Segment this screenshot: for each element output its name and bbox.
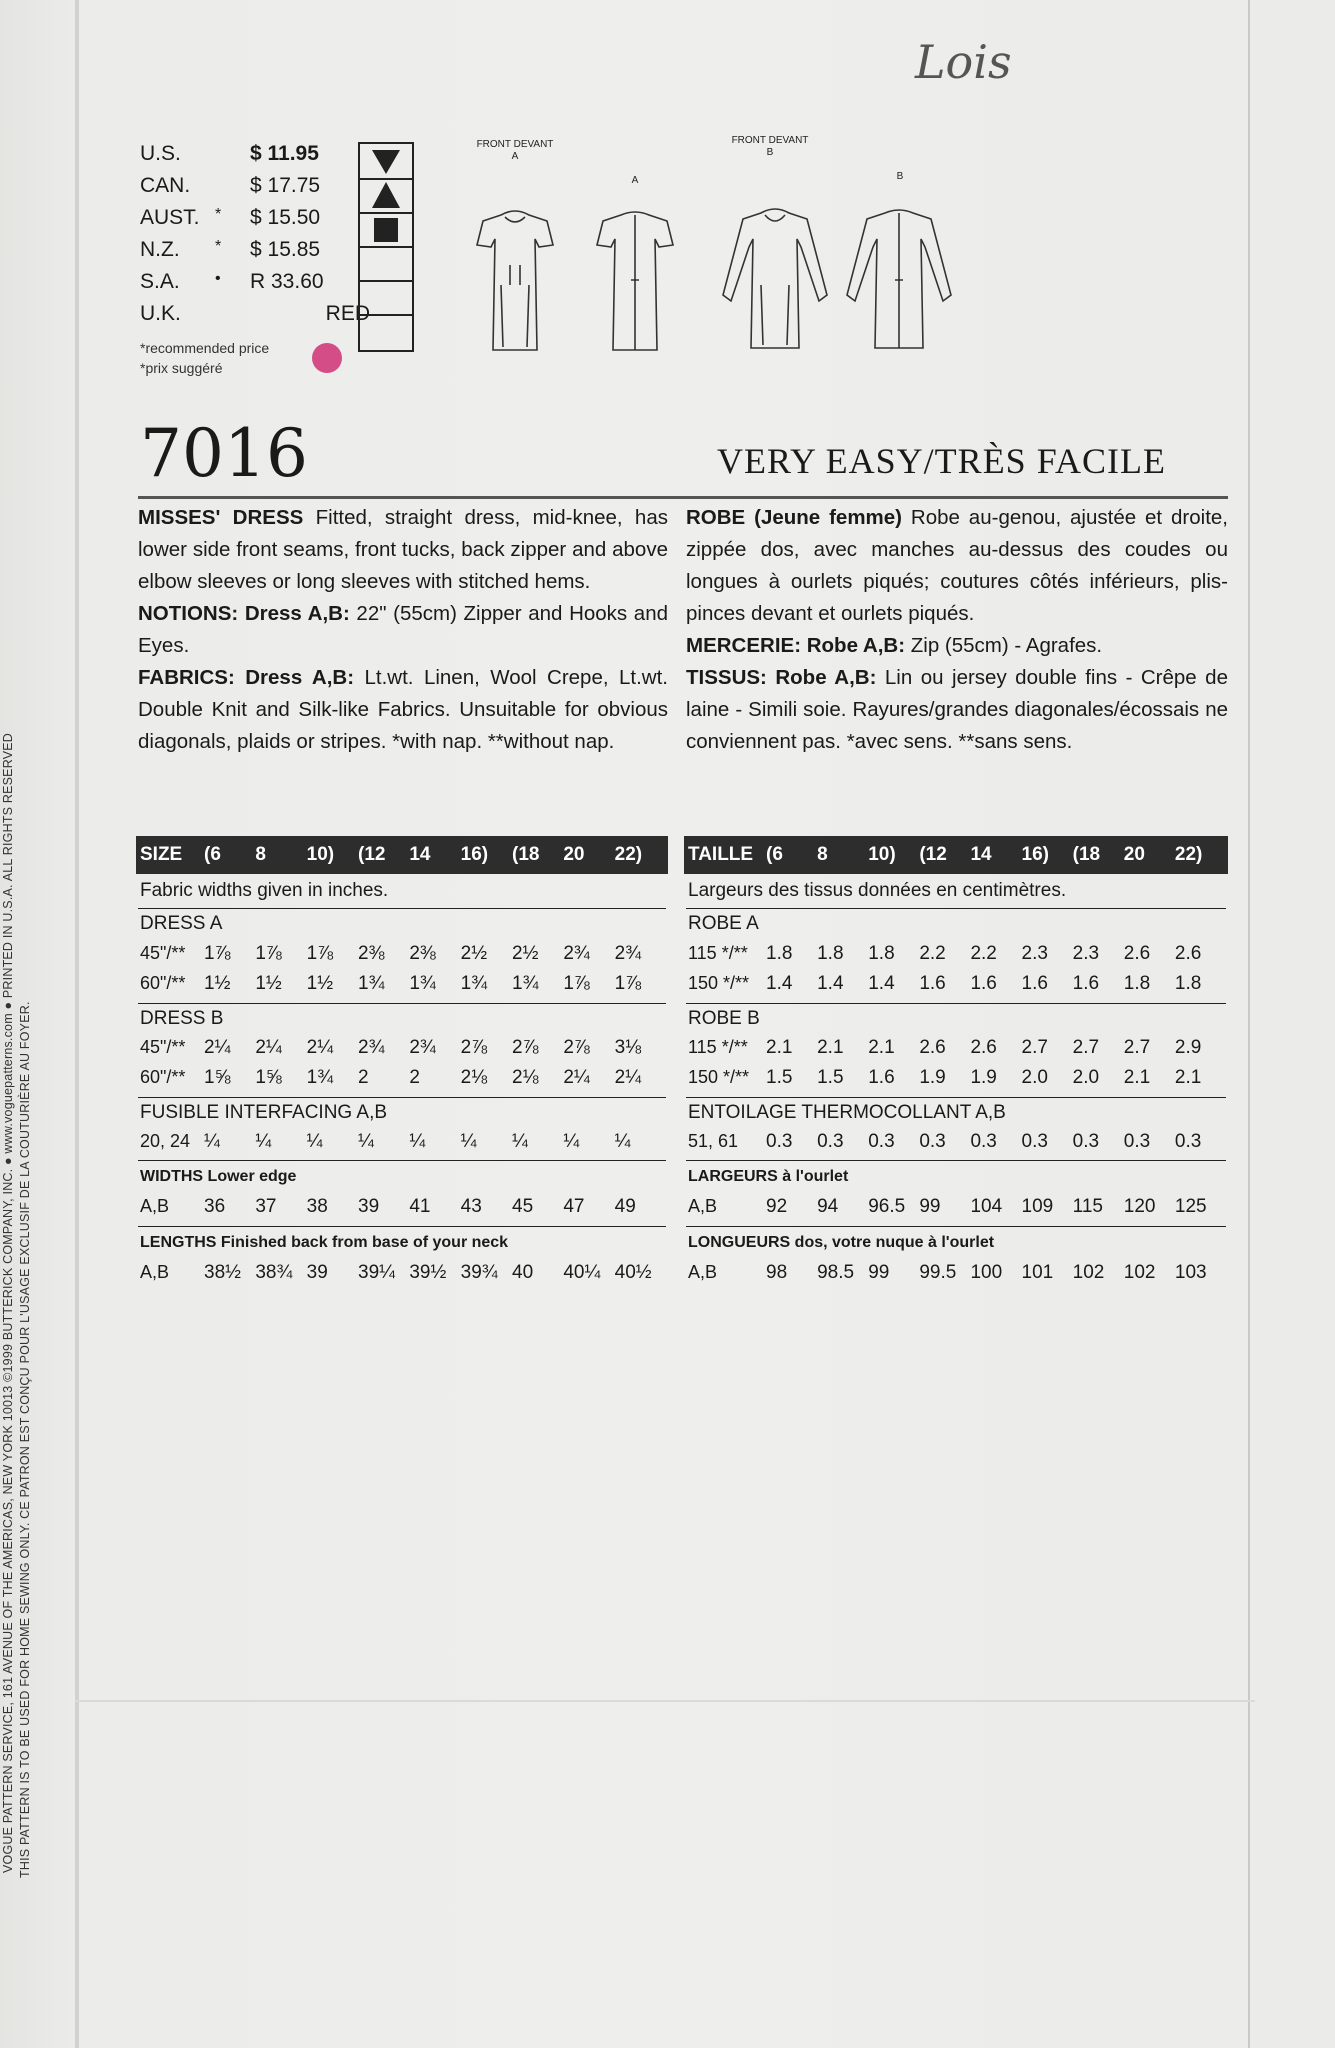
price-mark: • [215, 270, 221, 287]
size-column-header: 20 [563, 844, 585, 865]
yardage-cell: 2¼ [255, 1037, 282, 1058]
yardage-cell: 1.6 [919, 973, 946, 994]
yardage-cell: 38½ [204, 1262, 241, 1283]
yardage-cell: 1.9 [919, 1067, 946, 1088]
french-title: ROBE (Jeune femme) [686, 506, 903, 529]
yardage-cell: 2.6 [919, 1037, 946, 1058]
yardage-cell: ¼ [512, 1131, 528, 1152]
dress-a-heading: DRESS A [140, 913, 223, 934]
yardage-cell: ¼ [358, 1131, 374, 1152]
yardage-cell: 2.7 [1123, 1037, 1151, 1058]
price-country: S.A. [140, 270, 180, 293]
size-column-header: 16) [1021, 844, 1050, 865]
yardage-cell: 2.9 [1174, 1037, 1202, 1058]
price-value: R 33.60 [250, 270, 324, 293]
yardage-cell: 99 [868, 1262, 890, 1283]
yardage-cell: 38¾ [255, 1262, 293, 1283]
yardage-cell: ¼ [255, 1131, 272, 1152]
yardage-cell: 1.6 [970, 973, 997, 994]
yardage-cell: 2.1 [817, 1037, 844, 1058]
yardage-cell: 0.3 [817, 1131, 844, 1152]
size-column-header: 14 [409, 844, 431, 865]
pattern-number: 7016 [140, 415, 308, 492]
yardage-cell: 125 [1174, 1196, 1207, 1217]
price-mark: * [215, 238, 222, 255]
yardage-cell: 1.8 [1174, 973, 1202, 994]
yardage-cell: 43 [460, 1196, 482, 1217]
yardage-cell: 1⅝ [255, 1067, 282, 1088]
size-header-bar [136, 836, 668, 874]
yardage-cell: 99.5 [919, 1262, 957, 1283]
yardage-cell: 98 [766, 1262, 788, 1283]
yardage-cell: 2.7 [1072, 1037, 1100, 1058]
row-label: A,B [688, 1262, 718, 1282]
french-notions: Zip (55cm) - Agrafes. [905, 634, 1103, 657]
english-desc: Fitted, straight dress, mid-knee, has lower side front seams, front tucks, back zipper and above elbow sleeves or long sleeves with stitched hems. [138, 506, 668, 593]
price-value: RED [325, 302, 370, 325]
yardage-cell: ¼ [460, 1131, 477, 1152]
yardage-cell: 2.6 [970, 1037, 997, 1058]
yardage-cell: 2¼ [306, 1037, 334, 1058]
yardage-cell: 1½ [204, 973, 231, 994]
size-column-header: (18 [512, 844, 540, 865]
lengths-heading: LENGTHS Finished back from base of your neck [140, 1234, 509, 1251]
yardage-cell: 2⅛ [512, 1067, 539, 1088]
yardage-cell: 1¾ [460, 973, 488, 994]
table-rule [138, 1160, 666, 1161]
size-column-header: (18 [1072, 844, 1101, 865]
size-column-header: 14 [970, 844, 992, 865]
envelope-edge [1248, 0, 1250, 2048]
yardage-cell: 2⅛ [460, 1067, 488, 1088]
triangle-up-icon [360, 178, 412, 214]
row-label: A,B [140, 1196, 170, 1216]
row-label: A,B [688, 1196, 718, 1216]
drawing-label-back-b: B [896, 171, 904, 182]
english-fabrics: Lt.wt. Linen, Wool Crepe, Lt.wt. Double Knit and Silk-like Fabrics. Unsuitable for obvious diagonals, plaids or stripes. *with nap. **without nap. [138, 666, 668, 753]
size-column-header: (6 [766, 844, 783, 865]
yardage-cell: 41 [409, 1196, 431, 1217]
yardage-cell: 1¾ [306, 1067, 334, 1088]
size-header-bar [684, 836, 1228, 874]
price-country: U.K. [140, 302, 181, 325]
yardage-cell: 2 [409, 1067, 420, 1088]
yardage-cell: 1⅞ [255, 943, 282, 964]
yardage-cell: 115 [1072, 1196, 1103, 1217]
row-label: 60"/** [140, 973, 186, 993]
yardage-cell: 2¾ [563, 943, 590, 964]
yardage-cell: 2.1 [868, 1037, 895, 1058]
yardage-cell: 102 [1123, 1262, 1156, 1283]
drawing-label-front-a: FRONT DEVANT A [476, 139, 554, 162]
interfacing-heading: FUSIBLE INTERFACING A,B [140, 1102, 388, 1123]
yardage-cell: 101 [1021, 1262, 1054, 1283]
yardage-cell: 1¾ [512, 973, 539, 994]
price-value: $ 15.85 [250, 238, 321, 261]
table-rule [686, 908, 1226, 909]
size-label: TAILLE [688, 844, 754, 865]
yardage-cell: 2⅜ [409, 943, 436, 964]
yardage-cell: ¼ [614, 1131, 631, 1152]
yardage-cell: 1.6 [1072, 973, 1100, 994]
row-label: 150 */** [688, 1067, 750, 1087]
yardage-cell: 1.4 [868, 973, 895, 994]
yardage-cell: 1.8 [1123, 973, 1151, 994]
size-column-header: (6 [204, 844, 221, 865]
yardage-cell: 2.1 [1123, 1067, 1151, 1088]
english-description [138, 502, 668, 758]
yardage-cell: 100 [970, 1262, 1003, 1283]
price-country: U.S. [140, 142, 181, 165]
english-fabrics-label: FABRICS: Dress A,B: [138, 666, 355, 689]
empty-symbol-cell [360, 246, 412, 282]
size-column-header: 16) [460, 844, 489, 865]
yardage-cell: 2.3 [1072, 943, 1100, 964]
interfacing-heading: ENTOILAGE THERMOCOLLANT A,B [688, 1102, 1006, 1123]
yardage-cell: 1.8 [817, 943, 844, 964]
yardage-cell: 1.4 [766, 973, 793, 994]
price-note-en: *recommended price [140, 340, 270, 356]
row-label: 20, 24 [140, 1131, 191, 1151]
yardage-cell: 96.5 [868, 1196, 906, 1217]
yardage-cell: 1¾ [358, 973, 385, 994]
yardage-cell: 2½ [460, 943, 488, 964]
size-column-header: (12 [358, 844, 386, 865]
yardage-cell: 109 [1021, 1196, 1054, 1217]
row-label: A,B [140, 1262, 170, 1282]
envelope-fold [75, 0, 79, 2048]
yardage-cell: 1⅞ [614, 973, 642, 994]
table-rule [686, 1160, 1226, 1161]
widths-note: Largeurs des tissus données en centimètres. [688, 880, 1067, 901]
row-label: 115 */** [688, 943, 748, 963]
yardage-cell: 37 [255, 1196, 277, 1217]
yardage-cell: 2⅞ [563, 1037, 590, 1058]
yardage-cell: 45 [512, 1196, 534, 1217]
yardage-cell: 99 [919, 1196, 941, 1217]
yardage-cell: 40¼ [563, 1262, 601, 1283]
widths-heading: LARGEURS à l'ourlet [688, 1168, 849, 1185]
yardage-cell: 0.3 [1021, 1131, 1048, 1152]
french-notions-label: MERCERIE: Robe A,B: [686, 634, 906, 657]
yardage-cell: 2¾ [358, 1037, 385, 1058]
yardage-cell: 1.9 [970, 1067, 997, 1088]
english-notions: 22" (55cm) Zipper and Hooks and Eyes. [138, 602, 668, 657]
french-fabrics: Lin ou jersey double fins - Crêpe de laine - Simili soie. Rayures/grandes diagonales/écossais ne conviennent pas. *avec sens. **sans sens. [686, 666, 1228, 753]
price-country: CAN. [140, 174, 191, 197]
table-rule [138, 908, 666, 909]
yardage-cell: 2.2 [919, 943, 946, 964]
price-country: N.Z. [140, 238, 180, 261]
row-label: 51, 61 [688, 1131, 739, 1151]
yardage-cell: 38 [306, 1196, 328, 1217]
yardage-cell: 1⅝ [204, 1067, 231, 1088]
widths-note: Fabric widths given in inches. [140, 880, 389, 901]
yardage-cell: 0.3 [766, 1131, 793, 1152]
row-label: 60"/** [140, 1067, 186, 1087]
row-label: 115 */** [688, 1037, 748, 1057]
yardage-cell: 1.8 [868, 943, 895, 964]
drawing-label-back-a: A [631, 175, 639, 186]
yardage-cell: 39 [358, 1196, 380, 1217]
yardage-cell: 2.1 [1174, 1067, 1202, 1088]
yardage-cell: 0.3 [1174, 1131, 1202, 1152]
yardage-cell: 98.5 [817, 1262, 855, 1283]
yardage-cell: 2⅜ [358, 943, 385, 964]
price-mark: * [215, 206, 222, 223]
yardage-cell: 104 [970, 1196, 1003, 1217]
french-description [686, 502, 1228, 758]
row-label: 150 */** [688, 973, 750, 993]
table-rule [686, 1226, 1226, 1227]
empty-symbol-cell [360, 280, 412, 316]
table-rule [138, 1226, 666, 1227]
yardage-cell: 49 [614, 1196, 636, 1217]
yardage-cell: 1.4 [817, 973, 844, 994]
yardage-cell: 39¾ [460, 1262, 498, 1283]
yardage-cell: 2¾ [409, 1037, 436, 1058]
price-value: $ 15.50 [250, 206, 321, 229]
yardage-cell: 2.7 [1021, 1037, 1048, 1058]
size-column-header: 10) [306, 844, 335, 865]
yardage-cell: 40 [512, 1262, 534, 1283]
drawing-label-front-b: FRONT DEVANT B [731, 135, 809, 158]
table-rule [686, 1097, 1226, 1098]
copyright-line: VOGUE PATTERN SERVICE, 161 AVENUE OF THE AMERICAS, NEW YORK 10013 ©1999 BUTTERICK COMPANY, INC. ● www.voguepatterns.com ● PRINTED IN U.S.A. ALL RIGHTS RESERVED [1, 732, 15, 1873]
yardage-cell: 0.3 [970, 1131, 997, 1152]
header-rule [138, 496, 1228, 499]
yardage-cell: 92 [766, 1196, 788, 1217]
price-value: $ 11.95 [250, 142, 319, 165]
yardage-cell: 102 [1072, 1262, 1105, 1283]
size-label: SIZE [140, 844, 183, 865]
dress-a-heading: ROBE A [688, 913, 759, 934]
size-column-header: 22) [1174, 844, 1203, 865]
side-copyright-text [0, 48, 34, 2048]
yardage-cell: 2.0 [1021, 1067, 1048, 1088]
table-rule [138, 1097, 666, 1098]
yardage-cell: 2½ [512, 943, 539, 964]
yardage-cell: 1⅞ [204, 943, 231, 964]
yardage-cell: 1½ [255, 973, 282, 994]
lengths-heading: LONGUEURS dos, votre nuque à l'ourlet [688, 1234, 995, 1251]
yardage-cell: 120 [1123, 1196, 1156, 1217]
yardage-cell: 0.3 [868, 1131, 895, 1152]
size-column-header: 8 [255, 844, 266, 865]
size-symbol-box [358, 142, 414, 352]
yardage-cell: 1.6 [868, 1067, 895, 1088]
table-rule [686, 1003, 1226, 1004]
size-column-header: 22) [614, 844, 643, 865]
home-sewing-line: THIS PATTERN IS TO BE USED FOR HOME SEWING ONLY. CE PATRON EST CONÇU POUR L'USAGE EXCLUSIF DE LA COUTURIÈRE AU FOYER. [18, 1001, 32, 1878]
yardage-cell: 2¼ [563, 1067, 590, 1088]
yardage-cell: 1¾ [409, 973, 436, 994]
price-country: AUST. [140, 206, 200, 229]
red-dot-icon [312, 343, 342, 373]
difficulty-label: VERY EASY/TRÈS FACILE [717, 441, 1167, 481]
size-column-header: 8 [817, 844, 828, 865]
yardage-cell: 2¾ [614, 943, 642, 964]
yardage-cell: 2.6 [1174, 943, 1202, 964]
yardage-cell: 39 [306, 1262, 328, 1283]
yardage-cell: 2.6 [1123, 943, 1151, 964]
yardage-cell: 94 [817, 1196, 839, 1217]
yardage-cell: 39½ [409, 1262, 447, 1283]
dress-b-heading: DRESS B [140, 1008, 224, 1029]
dress-b-heading: ROBE B [688, 1008, 760, 1029]
english-notions-label: NOTIONS: Dress A,B: [138, 602, 350, 625]
yardage-cell: 1⅞ [563, 973, 590, 994]
yardage-cell: 0.3 [1072, 1131, 1100, 1152]
yardage-cell: 39¼ [358, 1262, 395, 1283]
yardage-cell: 2.0 [1072, 1067, 1100, 1088]
yardage-cell: ¼ [306, 1131, 323, 1152]
yardage-cell: 47 [563, 1196, 585, 1217]
envelope-crease [75, 1700, 1255, 1702]
yardage-cell: 1.6 [1021, 973, 1048, 994]
yardage-cell: 2¼ [204, 1037, 231, 1058]
yardage-cell: 1.8 [766, 943, 793, 964]
yardage-cell: 0.3 [1123, 1131, 1151, 1152]
size-column-header: 10) [868, 844, 896, 865]
yardage-cell: 1⅞ [306, 943, 334, 964]
yardage-cell: 2.2 [970, 943, 997, 964]
yardage-cell: 103 [1174, 1262, 1207, 1283]
size-column-header: 20 [1123, 844, 1145, 865]
yardage-cell: 40½ [614, 1262, 652, 1283]
yardage-cell: 2¼ [614, 1067, 642, 1088]
yardage-cell: 36 [204, 1196, 226, 1217]
yardage-cell: 1.5 [766, 1067, 793, 1088]
yardage-cell: 2.1 [766, 1037, 793, 1058]
handwritten-signature: Lois [915, 35, 1012, 89]
square-icon [360, 212, 412, 248]
triangle-down-icon [360, 144, 412, 180]
english-title: MISSES' DRESS [138, 506, 304, 529]
yardage-cell: ¼ [563, 1131, 580, 1152]
size-column-header: (12 [919, 844, 947, 865]
yardage-cell: 0.3 [919, 1131, 946, 1152]
yardage-cell: ¼ [204, 1131, 220, 1152]
yardage-cell: 2⅞ [460, 1037, 488, 1058]
yardage-cell: 2 [358, 1067, 369, 1088]
french-fabrics-label: TISSUS: Robe A,B: [686, 666, 877, 689]
yardage-cell: 3⅛ [614, 1037, 642, 1058]
dress-sketches [455, 135, 975, 365]
yardage-cell: 2⅞ [512, 1037, 539, 1058]
table-rule [138, 1003, 666, 1004]
row-label: 45"/** [140, 1037, 186, 1057]
yardage-cell: 1.5 [817, 1067, 844, 1088]
price-value: $ 17.75 [250, 174, 321, 197]
yardage-cell: 2.3 [1021, 943, 1048, 964]
yardage-cell: 1½ [306, 973, 334, 994]
french-desc: Robe au-genou, ajustée et droite, zippée dos, avec manches au-dessus des coudes ou longues à ourlets piqués; coutures côtés inférieurs, plis-pinces devant et ourlets piqués. [686, 506, 1229, 625]
yardage-cell: ¼ [409, 1131, 426, 1152]
widths-heading: WIDTHS Lower edge [140, 1168, 297, 1185]
price-note-fr: *prix suggéré [140, 360, 223, 376]
row-label: 45"/** [140, 943, 186, 963]
